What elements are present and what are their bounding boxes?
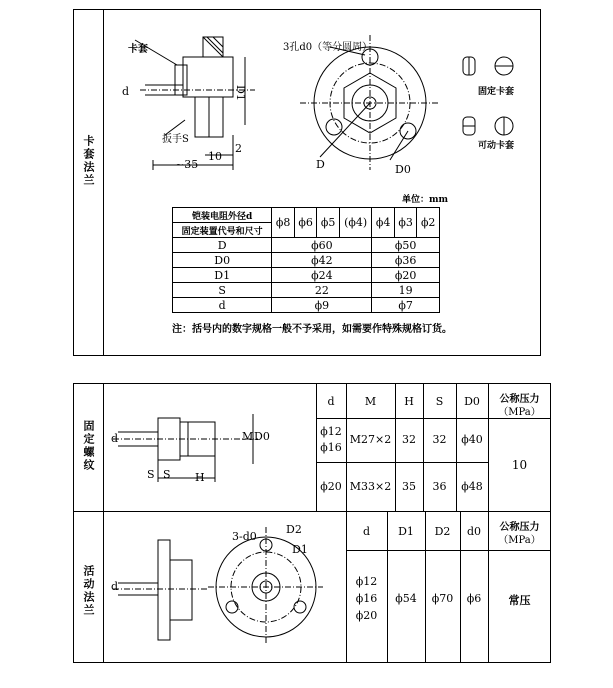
diameter-cell: ϕ8 [272,208,295,238]
s2-r1-H: 32 [402,433,416,446]
label-D1: D1 [234,85,247,101]
s3-d0: ϕ6 [466,592,482,605]
s2-header-H: H [404,395,414,408]
s2-r2-H: 35 [402,480,416,493]
s3-pressure: 常压 [508,594,531,607]
s3-d3: ϕ20 [355,609,378,622]
s2-label-D0: D0 [254,430,270,443]
table-row: D ϕ60 ϕ50 [173,238,440,253]
s2-r2-d: ϕ20 [320,480,342,493]
s2-header-d: d [327,395,335,408]
s3-label-D2: D2 [286,523,302,536]
s3-D1: ϕ54 [395,592,417,605]
label-dim-2: 2 [235,142,242,155]
s2-header-pressure: 公称压力 [499,394,540,405]
s2-header-D0: D0 [464,395,480,408]
label-dim-35: ~35 [175,158,199,171]
table-row: S 22 19 [173,283,440,298]
s2-label-H: H [195,471,205,484]
s3-header-D1: D1 [398,525,414,538]
s2-r1-d: ϕ12 [320,425,342,438]
s2-label-S2: S [163,468,171,481]
s3-label-holes: 3-d0 [232,530,257,543]
s2-pressure: 10 [511,458,528,472]
table-header-2: 固定装置代号和尺寸 [173,223,272,238]
s2-r1-d2: ϕ16 [320,441,342,454]
s3-d2: ϕ16 [355,592,378,605]
diameter-cell: ϕ5 [317,208,340,238]
s2-header-mpa: （MPa） [498,407,541,418]
label-dim-10: 10 [208,150,222,163]
s2-r1-D0: ϕ40 [461,433,483,446]
diameter-cell: (ϕ4) [339,208,371,238]
s3-D2: ϕ70 [431,592,454,605]
diameter-cell: ϕ4 [372,208,395,238]
s3-header-D2: D2 [434,525,451,538]
section1-divider [103,9,104,356]
diameter-cell: ϕ3 [394,208,417,238]
s2-r2-S: 36 [432,480,447,493]
s2-label-d: d [111,432,119,445]
section1-side-title: 卡套法兰 [82,135,95,187]
section2-side-title: 固定螺纹 [82,420,95,472]
s2-label-S1: S [147,468,155,481]
s3-label-D1: D1 [292,543,308,556]
s2-r2-D0: ϕ48 [461,480,483,493]
s2-label-M: M [242,430,254,443]
movable-flange-drawing [108,515,338,655]
s2-r2-M: M33×2 [349,480,392,493]
s2-r1-S: 32 [432,433,447,446]
s3-header-d0: d0 [466,525,482,538]
table-header-1: 铠装电阻外径d [173,208,272,223]
diameter-cell: ϕ6 [294,208,317,238]
label-banshou: 扳手S [162,134,189,145]
flange-spec-table [172,207,440,313]
label-d: d [122,85,130,98]
fixed-thread-drawing [108,400,273,495]
flange-front-view [290,35,440,175]
s3-header-pressure: 公称压力 [499,522,540,533]
section2-3-hdivider [73,511,551,512]
table-row: d ϕ9 ϕ7 [173,298,440,313]
s3-header-mpa: （MPa） [498,535,541,546]
fixed-sleeve-drawing [460,52,520,82]
diameter-cell: ϕ2 [417,208,440,238]
label-D: D [316,158,325,171]
label-movable-sleeve: 可动卡套 [478,141,515,151]
label-fixed-sleeve: 固定卡套 [478,87,515,97]
table-row: D0 ϕ42 ϕ36 [173,253,440,268]
s2-r1-M: M27×2 [349,433,392,446]
s2-header-M: M [364,395,377,408]
s3-d1: ϕ12 [355,575,378,588]
label-holes: 3孔d0（等分圆周） [283,42,373,53]
label-ka-tao: 卡套 [128,44,148,55]
s2-header-S: S [435,395,444,408]
unit-label: 单位：mm [402,195,449,205]
section23-left-divider [103,383,104,663]
note-text: 注：括号内的数字规格一般不予采用，如需要作特殊规格订货。 [172,324,452,335]
table-row: D1 ϕ24 ϕ20 [173,268,440,283]
label-D0: D0 [395,163,411,176]
s3-label-d: d [111,580,119,593]
section3-side-title: 活动法兰 [82,565,95,617]
s3-header-d: d [362,525,371,538]
